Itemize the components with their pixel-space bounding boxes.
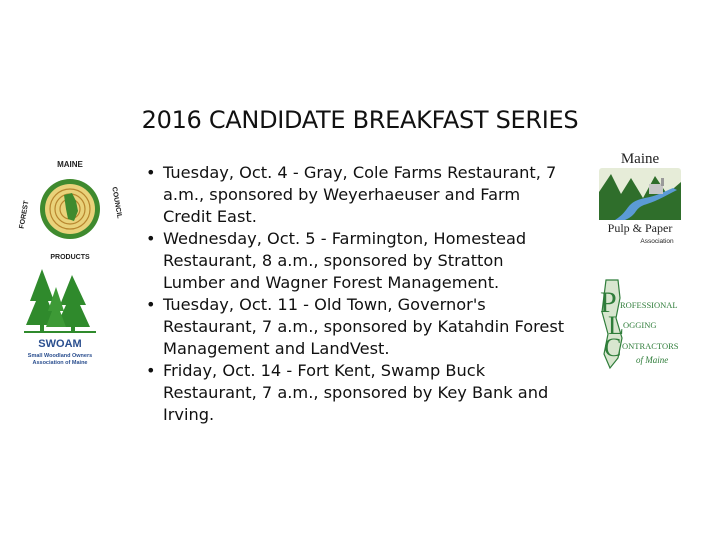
mfpc-top-text: MAINE [57,160,83,169]
mfpc-bottom-text: PRODUCTS [50,254,90,261]
mfpc-left-text: FOREST [18,200,31,230]
maine-forest-products-council-logo [16,155,124,263]
slide-title: 2016 CANDIDATE BREAKFAST SERIES [141,106,579,134]
plc-letter3: C [604,333,622,362]
plc-tail: of Maine [636,355,669,365]
event-item: • Wednesday, Oct. 5 - Farmington, Homestead Restaurant, 8 a.m., sponsored by Stratton Lumber and Wagner Forest Management. [146,228,566,294]
event-list [146,162,566,426]
event-item: • Tuesday, Oct. 11 - Old Town, Governor's Restaurant, 7 a.m., sponsored by Katahdin Forest Management and LandVest. [146,294,566,360]
mppa-line1: Maine [620,151,660,167]
maine-pulp-paper-association-logo [595,148,685,248]
event-item: • Tuesday, Oct. 4 - Gray, Cole Farms Restaurant, 7 a.m., sponsored by Weyerhaeuser and Farm Credit East. [146,162,566,228]
swoam-name: SWOAM [38,338,82,350]
swoam-sub1: Small Woodland Owners [27,353,93,359]
mppa-line3: Association [640,238,674,245]
mppa-line2: Pulp & Paper [607,221,673,235]
event-item: • Friday, Oct. 14 - Fort Kent, Swamp Buck Restaurant, 7 a.m., sponsored by Key Bank and Irving. [146,360,566,426]
mfpc-right-text: COUNCIL [110,186,123,220]
plc-rest3: ONTRACTORS [622,341,679,351]
swoam-sub2: Association of Maine [32,360,88,366]
plc-letter2: L [608,311,624,340]
swoam-logo [22,265,98,369]
plc-rest1: ROFESSIONAL [620,300,678,310]
plc-rest2: OGGING [623,320,657,330]
professional-logging-contractors-logo [596,278,686,372]
plc-letter1: P [600,286,617,319]
